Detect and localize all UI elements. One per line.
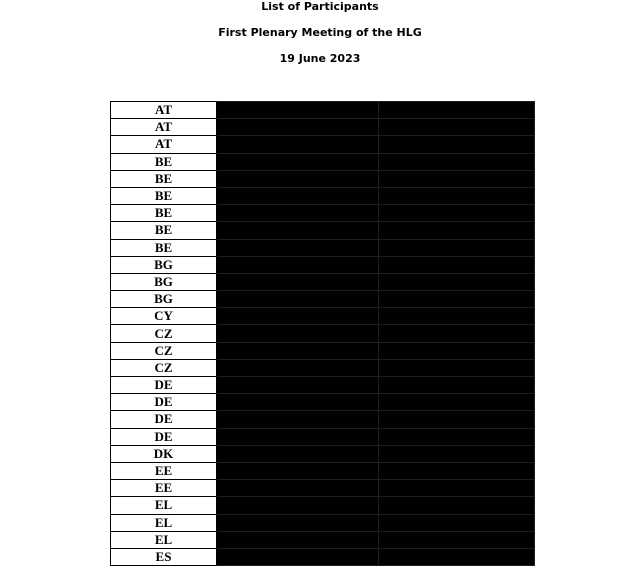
table-row (111, 136, 535, 153)
redacted-name-cell (217, 359, 379, 376)
redacted-organisation-cell (379, 531, 535, 548)
redacted-name-cell (217, 136, 379, 153)
country-code-cell: BG (111, 273, 217, 290)
table-row (111, 256, 535, 273)
table-row (111, 411, 535, 428)
redacted-name-cell (217, 273, 379, 290)
document-title: List of Participants (261, 0, 379, 13)
redacted-organisation-cell (379, 153, 535, 170)
redacted-name-cell (217, 325, 379, 342)
redacted-organisation-cell (379, 325, 535, 342)
table-row (111, 102, 535, 119)
country-code-cell: EE (111, 462, 217, 479)
participants-table-body (111, 102, 535, 566)
redacted-organisation-cell (379, 119, 535, 136)
country-code-cell: BG (111, 256, 217, 273)
country-code-cell: DK (111, 445, 217, 462)
redacted-name-cell (217, 377, 379, 394)
redacted-organisation-cell (379, 273, 535, 290)
country-code-cell: DE (111, 411, 217, 428)
table-row (111, 377, 535, 394)
table-row (111, 325, 535, 342)
meeting-date: 19 June 2023 (279, 52, 361, 65)
redacted-name-cell (217, 205, 379, 222)
table-row (111, 394, 535, 411)
country-code-cell: AT (111, 102, 217, 119)
redacted-name-cell (217, 462, 379, 479)
country-code-cell: BE (111, 222, 217, 239)
redacted-organisation-cell (379, 548, 535, 565)
redacted-name-cell (217, 239, 379, 256)
table-row (111, 222, 535, 239)
country-code-cell: BE (111, 187, 217, 204)
redacted-organisation-cell (379, 394, 535, 411)
country-code-cell: BE (111, 153, 217, 170)
redacted-name-cell (217, 119, 379, 136)
redacted-organisation-cell (379, 480, 535, 497)
country-code-cell: AT (111, 136, 217, 153)
table-row (111, 239, 535, 256)
redacted-name-cell (217, 153, 379, 170)
meeting-name: First Plenary Meeting of the HLG (218, 26, 422, 39)
table-row (111, 445, 535, 462)
country-code-cell: DE (111, 394, 217, 411)
table-row (111, 342, 535, 359)
country-code-cell: AT (111, 119, 217, 136)
country-code-cell: BG (111, 291, 217, 308)
table-row (111, 119, 535, 136)
table-row (111, 291, 535, 308)
redacted-name-cell (217, 480, 379, 497)
participants-table (110, 101, 535, 566)
table-row (111, 170, 535, 187)
country-code-cell: CZ (111, 325, 217, 342)
redacted-organisation-cell (379, 222, 535, 239)
redacted-name-cell (217, 514, 379, 531)
table-row (111, 359, 535, 376)
redacted-organisation-cell (379, 342, 535, 359)
table-row (111, 428, 535, 445)
redacted-name-cell (217, 102, 379, 119)
redacted-name-cell (217, 308, 379, 325)
redacted-name-cell (217, 170, 379, 187)
table-row (111, 548, 535, 565)
redacted-name-cell (217, 531, 379, 548)
country-code-cell: DE (111, 377, 217, 394)
redacted-organisation-cell (379, 256, 535, 273)
redacted-organisation-cell (379, 411, 535, 428)
table-row (111, 462, 535, 479)
redacted-organisation-cell (379, 428, 535, 445)
country-code-cell: CZ (111, 342, 217, 359)
redacted-name-cell (217, 445, 379, 462)
redacted-name-cell (217, 428, 379, 445)
country-code-cell: BE (111, 170, 217, 187)
redacted-name-cell (217, 291, 379, 308)
table-row (111, 153, 535, 170)
country-code-cell: ES (111, 548, 217, 565)
redacted-organisation-cell (379, 445, 535, 462)
redacted-name-cell (217, 548, 379, 565)
table-row (111, 308, 535, 325)
country-code-cell: EL (111, 531, 217, 548)
redacted-name-cell (217, 187, 379, 204)
country-code-cell: EL (111, 497, 217, 514)
redacted-organisation-cell (379, 187, 535, 204)
redacted-organisation-cell (379, 136, 535, 153)
redacted-organisation-cell (379, 239, 535, 256)
table-row (111, 187, 535, 204)
redacted-organisation-cell (379, 497, 535, 514)
redacted-organisation-cell (379, 291, 535, 308)
country-code-cell: CY (111, 308, 217, 325)
redacted-organisation-cell (379, 462, 535, 479)
table-row (111, 480, 535, 497)
redacted-organisation-cell (379, 377, 535, 394)
redacted-name-cell (217, 411, 379, 428)
table-row (111, 205, 535, 222)
redacted-name-cell (217, 222, 379, 239)
redacted-name-cell (217, 342, 379, 359)
redacted-name-cell (217, 256, 379, 273)
country-code-cell: BE (111, 239, 217, 256)
table-row (111, 514, 535, 531)
country-code-cell: BE (111, 205, 217, 222)
redacted-organisation-cell (379, 170, 535, 187)
redacted-organisation-cell (379, 514, 535, 531)
redacted-name-cell (217, 394, 379, 411)
country-code-cell: EE (111, 480, 217, 497)
redacted-organisation-cell (379, 308, 535, 325)
redacted-organisation-cell (379, 102, 535, 119)
redacted-name-cell (217, 497, 379, 514)
country-code-cell: EL (111, 514, 217, 531)
table-row (111, 273, 535, 290)
country-code-cell: CZ (111, 359, 217, 376)
table-row (111, 497, 535, 514)
redacted-organisation-cell (379, 205, 535, 222)
table-row (111, 531, 535, 548)
country-code-cell: DE (111, 428, 217, 445)
redacted-organisation-cell (379, 359, 535, 376)
